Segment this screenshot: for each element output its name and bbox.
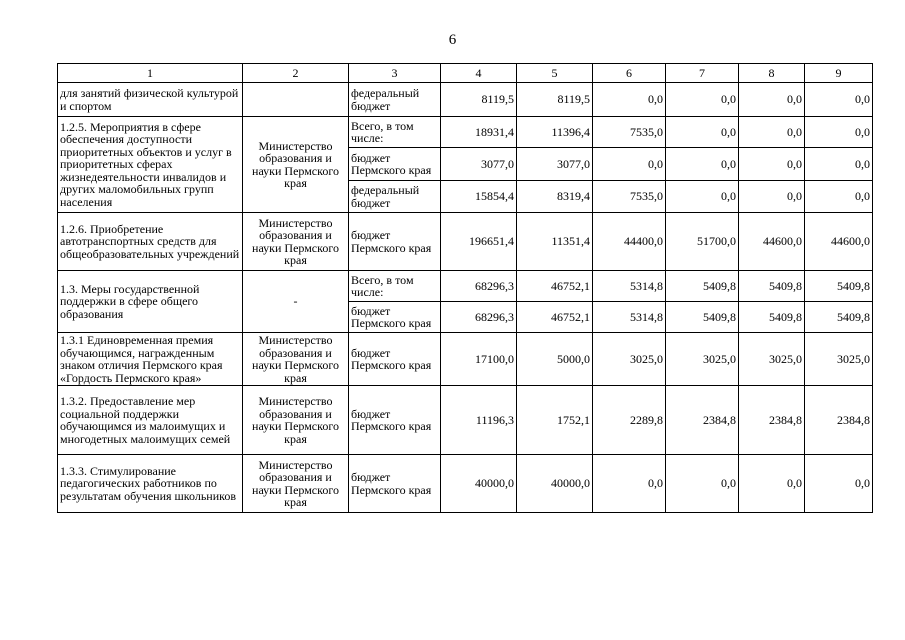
item-name-cell: 1.3. Меры государственной поддержки в сфере общего образования (58, 271, 243, 333)
amount-cell: 5409,8 (805, 271, 873, 302)
column-header: 2 (243, 64, 349, 83)
amount-cell: 40000,0 (441, 455, 517, 513)
amount-cell: 0,0 (666, 455, 739, 513)
amount-cell: 8119,5 (441, 83, 517, 117)
amount-cell: 18931,4 (441, 117, 517, 148)
amount-cell: 5409,8 (739, 302, 805, 333)
amount-cell: 0,0 (805, 181, 873, 213)
responsible-org-cell: - (243, 271, 349, 333)
amount-cell: 3077,0 (441, 148, 517, 181)
amount-cell: 5409,8 (666, 302, 739, 333)
amount-cell: 0,0 (805, 148, 873, 181)
table-row (58, 455, 873, 513)
amount-cell: 68296,3 (441, 302, 517, 333)
amount-cell: 0,0 (666, 148, 739, 181)
amount-cell: 0,0 (666, 117, 739, 148)
table-row (58, 213, 873, 271)
amount-cell: 3077,0 (517, 148, 593, 181)
funding-source-cell: Всего, в том числе: (349, 271, 441, 302)
amount-cell: 5409,8 (805, 302, 873, 333)
responsible-org-cell: Министерство образования и науки Пермского края (243, 386, 349, 455)
amount-cell: 0,0 (666, 181, 739, 213)
responsible-org-cell: Министерство образования и науки Пермского края (243, 455, 349, 513)
amount-cell: 44600,0 (805, 213, 873, 271)
column-header: 4 (441, 64, 517, 83)
funding-source-cell: Всего, в том числе: (349, 117, 441, 148)
table-row (58, 83, 873, 117)
amount-cell: 0,0 (666, 83, 739, 117)
amount-cell: 3025,0 (666, 333, 739, 386)
item-name-cell: для занятий физической культурой и спортом (58, 83, 243, 117)
column-header: 7 (666, 64, 739, 83)
column-header: 1 (58, 64, 243, 83)
amount-cell: 44600,0 (739, 213, 805, 271)
amount-cell: 40000,0 (517, 455, 593, 513)
amount-cell: 46752,1 (517, 302, 593, 333)
amount-cell: 5314,8 (593, 271, 666, 302)
item-name-cell: 1.3.2. Предоставление мер социальной поддержки обучающимся из малоимущих и многодетных малоимущих семей (58, 386, 243, 455)
amount-cell: 2384,8 (739, 386, 805, 455)
amount-cell: 11196,3 (441, 386, 517, 455)
amount-cell: 0,0 (739, 455, 805, 513)
column-header: 9 (805, 64, 873, 83)
amount-cell: 0,0 (739, 117, 805, 148)
item-name-cell: 1.2.5. Мероприятия в сфере обеспечения доступности приоритетных объектов и услуг в приоритетных сферах жизнедеятельности инвалидов и других маломобильных групп населения (58, 117, 243, 213)
funding-source-cell: бюджет Пермского края (349, 386, 441, 455)
amount-cell: 2384,8 (666, 386, 739, 455)
amount-cell: 8319,4 (517, 181, 593, 213)
amount-cell: 2384,8 (805, 386, 873, 455)
funding-source-cell: федеральный бюджет (349, 181, 441, 213)
amount-cell: 5409,8 (739, 271, 805, 302)
amount-cell: 46752,1 (517, 271, 593, 302)
amount-cell: 0,0 (739, 83, 805, 117)
amount-cell: 0,0 (805, 455, 873, 513)
column-header: 6 (593, 64, 666, 83)
amount-cell: 17100,0 (441, 333, 517, 386)
amount-cell: 0,0 (593, 455, 666, 513)
table-row (58, 117, 873, 148)
amount-cell: 0,0 (593, 148, 666, 181)
item-name-cell: 1.3.3. Стимулирование педагогических работников по результатам обучения школьников (58, 455, 243, 513)
funding-source-cell: бюджет Пермского края (349, 455, 441, 513)
amount-cell: 3025,0 (593, 333, 666, 386)
budget-table (57, 63, 873, 513)
amount-cell: 2289,8 (593, 386, 666, 455)
responsible-org-cell: Министерство образования и науки Пермского края (243, 117, 349, 213)
amount-cell: 0,0 (805, 117, 873, 148)
amount-cell: 5000,0 (517, 333, 593, 386)
funding-source-cell: бюджет Пермского края (349, 148, 441, 181)
responsible-org-cell: Министерство образования и науки Пермского края (243, 213, 349, 271)
amount-cell: 3025,0 (739, 333, 805, 386)
amount-cell: 0,0 (805, 83, 873, 117)
funding-source-cell: бюджет Пермского края (349, 333, 441, 386)
table-row (58, 271, 873, 302)
funding-source-cell: бюджет Пермского края (349, 302, 441, 333)
amount-cell: 7535,0 (593, 181, 666, 213)
amount-cell: 11396,4 (517, 117, 593, 148)
amount-cell: 1752,1 (517, 386, 593, 455)
column-header: 3 (349, 64, 441, 83)
table-row (58, 386, 873, 455)
amount-cell: 5314,8 (593, 302, 666, 333)
item-name-cell: 1.3.1 Единовременная премия обучающимся, награжденным знаком отличия Пермского края «Гордость Пермского края» (58, 333, 243, 386)
amount-cell: 68296,3 (441, 271, 517, 302)
funding-source-cell: бюджет Пермского края (349, 213, 441, 271)
funding-source-cell: федеральный бюджет (349, 83, 441, 117)
column-number-row (58, 64, 873, 83)
amount-cell: 44400,0 (593, 213, 666, 271)
amount-cell: 8119,5 (517, 83, 593, 117)
table-row (58, 333, 873, 386)
responsible-org-cell: Министерство образования и науки Пермского края (243, 333, 349, 386)
amount-cell: 11351,4 (517, 213, 593, 271)
amount-cell: 0,0 (739, 148, 805, 181)
responsible-org-cell (243, 83, 349, 117)
amount-cell: 196651,4 (441, 213, 517, 271)
page-number: 6 (448, 32, 457, 48)
amount-cell: 0,0 (593, 83, 666, 117)
column-header: 5 (517, 64, 593, 83)
column-header: 8 (739, 64, 805, 83)
amount-cell: 51700,0 (666, 213, 739, 271)
amount-cell: 5409,8 (666, 271, 739, 302)
amount-cell: 3025,0 (805, 333, 873, 386)
amount-cell: 15854,4 (441, 181, 517, 213)
amount-cell: 0,0 (739, 181, 805, 213)
item-name-cell: 1.2.6. Приобретение автотранспортных средств для общеобразовательных учреждений (58, 213, 243, 271)
amount-cell: 7535,0 (593, 117, 666, 148)
